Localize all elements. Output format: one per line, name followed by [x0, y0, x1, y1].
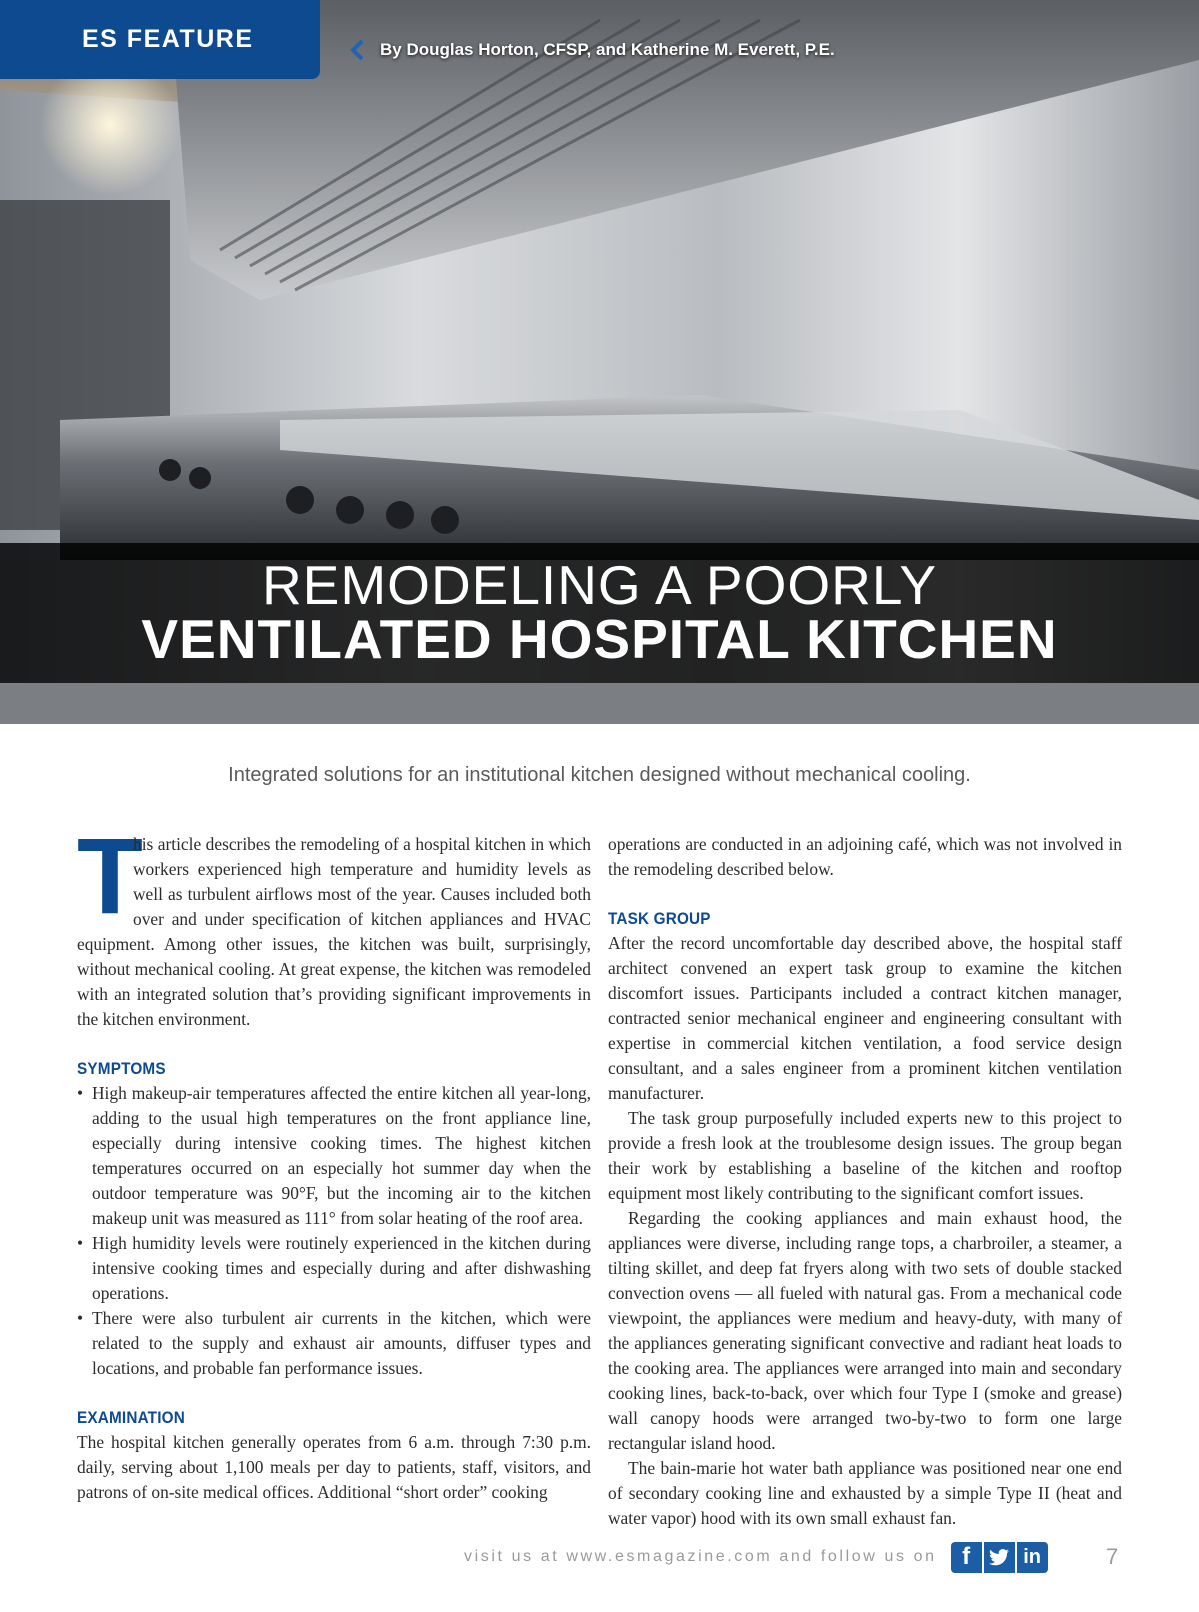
footer-text: visit us at www.esmagazine.com and follow us on — [464, 1548, 937, 1565]
article-title-line2: VENTILATED HOSPITAL KITCHEN — [141, 608, 1058, 670]
symptoms-heading: SYMPTOMS — [77, 1059, 166, 1078]
task-paragraph-3: Regarding the cooking appliances and main exhaust hood, the appliances were diverse, including range tops, a charbroiler, a steamer, a tilting skillet, and deep fat fryers along with two sets of double stacked convection ovens — all fueled with natural gas. From a mechanical code viewpoint, the appliances were medium and heavy-duty, with many of the appliances generating significant convective and radiant heat loads to the cooking area. The appliances were arranged into main and secondary cooking lines, back-to-back, over which four Type I (smoke and grease) wall canopy hoods were arranged two-by-two to form one large rectangular island hood. — [608, 1208, 1122, 1453]
list-item: • High humidity levels were routinely experienced in the kitchen during intensive cooking times and especially during and after dishwashing operations. — [77, 1231, 591, 1306]
intro-text: his article describes the remodeling of a hospital kitchen in which workers experienced high temperature and humidity levels as well as turbulent airflows most of the year. Causes included both over and under specification of kitchen appliances and HVAC equipment. Among other issues, the kitchen was built, surprisingly, without mechanical cooling. At great expense, the kitchen was remodeled with an integrated solution that’s providing significant improvements in the kitchen environment. — [77, 834, 591, 1029]
task-group-heading: TASK GROUP — [608, 909, 711, 928]
hero-image — [0, 0, 1199, 724]
task-paragraph-4: The bain-marie hot water bath appliance was positioned near one end of secondary cooking line and exhausted by a simple Type II (heat and water vapor) hood with its own small exhaust fan. — [608, 1458, 1122, 1528]
examination-paragraph: The hospital kitchen generally operates from 6 a.m. through 7:30 p.m. daily, serving about 1,100 meals per day to patients, staff, visitors, and patrons of on-site medical offices. Additional “short order” cooking — [77, 1432, 591, 1502]
list-item: • There were also turbulent air currents in the kitchen, which were related to the supply and exhaust air amounts, diffuser types and locations, and probable fan performance issues. — [77, 1306, 591, 1381]
twitter-icon[interactable] — [984, 1542, 1015, 1573]
twitter-bird-glyph — [989, 1549, 1009, 1566]
list-item: • High makeup-air temperatures affected the entire kitchen all year-long, adding to the usual high temperatures on the front appliance line, especially during intensive cooking times. The highest kitchen temperatures occurred on an especially hot summer day when the outdoor temperature was 90°F, but the incoming air to the kitchen makeup unit was measured as 111° from solar heating of the roof area. — [77, 1081, 591, 1231]
linkedin-icon[interactable]: in — [1017, 1542, 1048, 1573]
continuation-paragraph: operations are conducted in an adjoining café, which was not involved in the remodeling described below. — [608, 834, 1122, 879]
section-badge — [0, 0, 320, 79]
symptoms-list — [77, 1081, 591, 1381]
article-title-line1: REMODELING A POORLY — [261, 554, 938, 616]
task-paragraph-1: After the record uncomfortable day described above, the hospital staff architect convened an expert task group to examine the kitchen discomfort issues. Participants included a contract kitchen manager, contracted senior mechanical engineer and engineering consultant with expertise in commercial kitchen ventilation, a food service design consultant, and a sales engineer from a prominent kitchen ventilation manufacturer. — [608, 933, 1122, 1103]
byline — [348, 38, 835, 62]
right-column — [608, 832, 1122, 1531]
facebook-icon[interactable]: f — [951, 1542, 982, 1573]
intro-paragraph — [77, 815, 591, 1032]
article-deck: Integrated solutions for an institutional kitchen designed without mechanical cooling. — [228, 764, 971, 786]
drop-cap: T — [77, 815, 143, 936]
section-label: ES FEATURE — [82, 25, 254, 53]
page-footer — [464, 1540, 1048, 1574]
page-number: 7 — [1106, 1544, 1119, 1569]
chevron-left-icon — [348, 38, 368, 62]
examination-heading: EXAMINATION — [77, 1408, 185, 1427]
task-paragraph-2: The task group purposefully included experts new to this project to provide a fresh look at the troublesome design issues. The group began their work by establishing a baseline of the kitchen and rooftop equipment most likely contributing to the significant comfort issues. — [608, 1108, 1122, 1203]
left-column — [77, 815, 591, 1505]
byline-text: By Douglas Horton, CFSP, and Katherine M. Everett, P.E. — [380, 40, 835, 59]
social-links — [951, 1542, 1048, 1573]
